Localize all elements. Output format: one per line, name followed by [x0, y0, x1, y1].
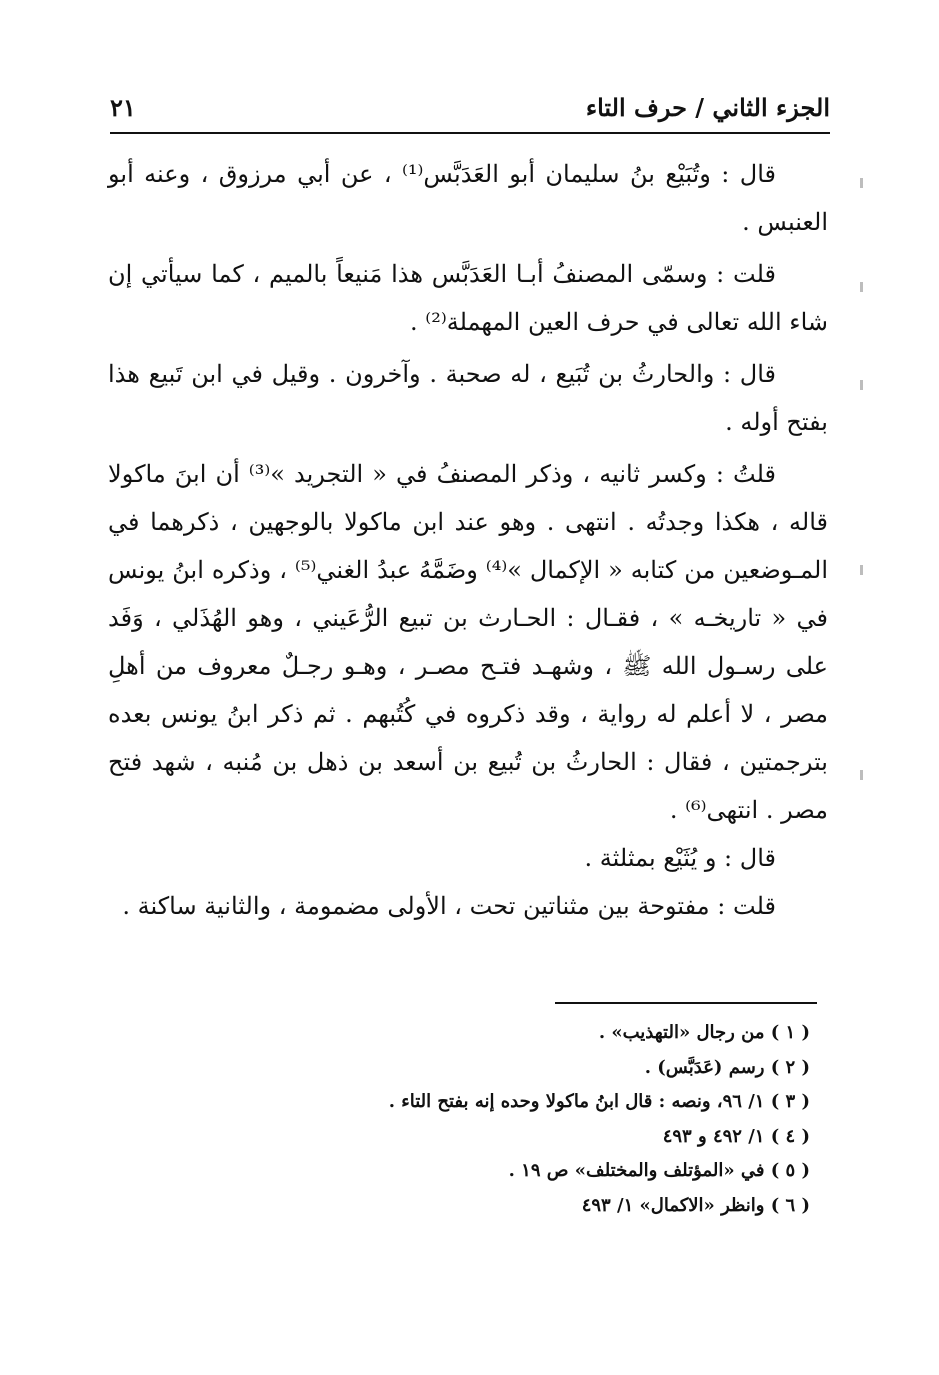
footnote-6: ( ٦ ) وانظر «الاكمال» ١/ ٤٩٣ [581, 1194, 810, 1216]
paragraph-4: قلتُ : وكسر ثانيه ، وذكر المصنفُ في « التجريد »⁽³⁾ أن ابنَ ماكولا قاله ، هكذا وجدتُه . انتهى . وهو عند ابن ماكولا بالوجهين ، ذكرهما في المـوضعين من كتابه « الإكمال »⁽⁴⁾ وضَمَّهُ عبدُ الغني⁽⁵⁾ ، وذكره ابنُ يونس في « تاريخـه » ، فقـال : الحـارث بن تبيع الرُّعَيني ، وهو الهُذَلي ، وَفَد على رسـول الله ﷺ ، وشهـد فتـح مصـر ، وهـو رجـلٌ معروف من أهلِ مصر ، لا أعلم له رواية ، وقد ذكروه في كُتُبهم . ثم ذكر ابنُ يونس بعده بترجمتين ، فقال : الحارثُ بن تُبيع بن أسعد بن ذهل بن مُنبه ، شهد فتح مصر . انتهى⁽⁶⁾ . [108, 460, 828, 824]
paragraph-5: قال : و يُثَيْع بمثلثة . [584, 844, 776, 872]
running-title: الجزء الثاني / حرف التاء [585, 92, 830, 122]
footnote-4: ( ٤ ) ١/ ٤٩٢ و ٤٩٣ [662, 1125, 810, 1147]
margin-scan-mark [860, 770, 863, 780]
paragraph-2: قلت : وسمّى المصنفُ أبـا العَدَبَّس هذا مَنيعاً بالميم ، كما سيأتي إن شاء الله تعالى في حرف العين المهملة⁽²⁾ . [108, 260, 828, 336]
main-text [108, 150, 828, 930]
footnote-separator [555, 1002, 817, 1004]
page-header [110, 82, 830, 134]
paragraph-6: قلت : مفتوحة بين مثناتين تحت ، الأولى مضمومة ، والثانية ساكنة . [122, 892, 776, 920]
paragraph-3: قال : والحارثُ بن تُبَيع ، له صحبة . وآخرون . وقيل في ابن تَبيع هذا بفتح أوله . [108, 360, 828, 436]
paragraph-1: قال : وتُبَيْع بنُ سليمان أبو العَدَبَّس⁽¹⁾ ، عن أبي مرزوق ، وعنه أبو العنبس . [108, 160, 828, 236]
footnote-1: ( ١ ) من رجال «التهذيب» . [598, 1022, 810, 1043]
footnote-2: ( ٢ ) رسم (عَدَبَّس) . [644, 1056, 810, 1078]
margin-scan-mark [860, 178, 863, 188]
footnotes [300, 1016, 810, 1223]
margin-scan-mark [860, 380, 863, 390]
margin-scan-mark [860, 282, 863, 292]
footnote-5: ( ٥ ) في «المؤتلف والمختلف» ص ١٩ . [508, 1160, 810, 1181]
margin-scan-mark [860, 565, 863, 575]
page-number: ٢١ [110, 92, 136, 122]
footnote-3: ( ٣ ) ١/ ٩٦، ونصه : قال ابنُ ماكولا وحده إنه بفتح التاء . [388, 1091, 810, 1112]
